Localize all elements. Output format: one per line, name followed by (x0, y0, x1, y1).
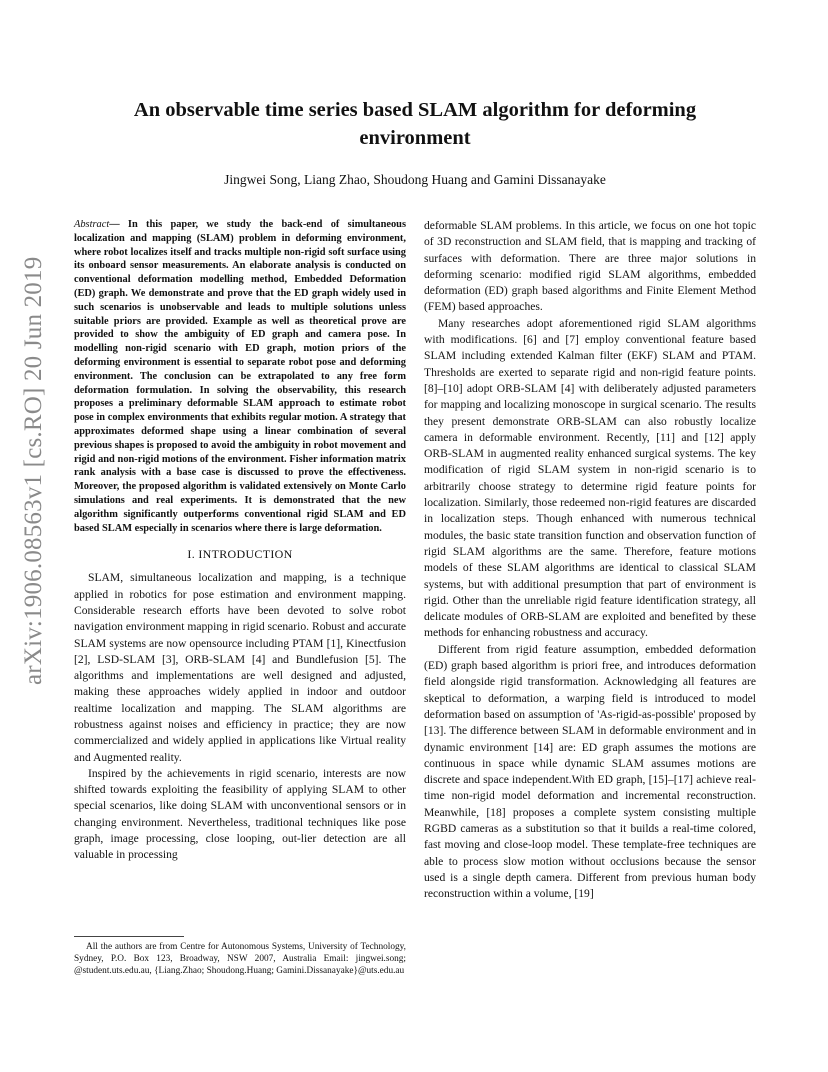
section-heading-introduction: I. INTRODUCTION (187, 547, 293, 562)
paper-title: An observable time series based SLAM algorithm for deforming environment (133, 99, 697, 149)
author-list: Jingwei Song, Liang Zhao, Shoudong Huang and Gamini Dissanayake (224, 172, 606, 187)
body-paragraph: Inspired by the achievements in rigid scenario, interests are now shifted towards exploiting the feasibility of applying SLAM to other special scenarios, like doing SLAM with unconventional sensors or in changing environment. Nevertheless, traditional techniques like pose graph, image processing, close looping, out-lier detection are all valuable in processing (74, 766, 406, 862)
author-affiliation-footnote: All the authors are from Centre for Autonomous Systems, University of Technology, Sydney, P.O. Box 123, Broadway, NSW 2007, Australia Email: jingwei.song; @student.uts.edu.au, {Liang.Zhao; Shoudong.Huang; Gamini.Dissanayake}@uts.edu.au (74, 942, 406, 976)
footnote-divider (74, 936, 184, 937)
body-paragraph: deformable SLAM problems. In this article, we focus on one hot topic of 3D reconstruction and SLAM field, that is mapping and tracking of surfaces with deformation. There are three major solutions in deforming scenario: modified rigid SLAM algorithms, embedded deformation (ED) graph based algorithms and Finite Element Method (FEM) based approaches. (424, 219, 756, 314)
right-column (424, 218, 756, 902)
body-paragraph: Different from rigid feature assumption, embedded deformation (ED) graph based algorithm is priori free, and introduces deformation field alongside rigid transformation. Acknowledging all features are skeptical to deformation, a warping field is introduced to model deformation based on assumption of 'As-rigid-as-possible' proposed by [13]. The difference between SLAM in deformable environment and in dynamic environment [14] are: ED graph assumes the motions are continuous in space while dynamic SLAM assumes motions are discrete and space independent.With ED graph, [15]–[17] achieve real-time non-rigid model deformation and incremental reconstruction. Meanwhile, [18] proposes a complete system consisting multiple RGBD cameras as a substitution so that it builds a real-time colored, fast moving and close-loop model. These template-free techniques are able to process slow motion without occlusions because the sensor used is a single depth camera. Different from previous human body reconstruction within a volume, [19] (424, 642, 756, 901)
body-paragraph: Many researches adopt aforementioned rigid SLAM algorithms with modifications. [6] and [7] employ conventional feature based SLAM including extended Kalman filter (EKF) SLAM and PTAM. Thresholds are exerted to separate rigid and non-rigid feature points. [8]–[10] adopt ORB-SLAM [4] with deliberately adjusted parameters for mapping and localizing monoscope in surgical scenario. The results they present demonstrate ORB-SLAM can also robustly localize camera in deformable environment. Recently, [11] and [12] apply ORB-SLAM in augmented reality enhanced surgical systems. The key modification of rigid SLAM system in non-rigid scenario is to arbitrarily choose strategy to determine rigid feature points for localization. Similarly, those redeemed non-rigid features are discarded in localization steps. Though enhanced with numerous technical modules, the basic state transition function and observation function of rigid SLAM algorithms are the same. Therefore, feature motions models of these SLAM algorithms are identical to classical SLAM systems, but with additional presumption that part of environment is rigid. Other than the unreliable rigid feature identification strategy, all delicate modules of ORB-SLAM are exploited and benefited by these methods for enhancing robustness and accuracy. (424, 316, 756, 640)
abstract-text: — In this paper, we study the back-end of simultaneous localization and mapping (SLAM) problem in deforming environment, where robot localizes itself and tracks multiple non-rigid soft surface using its onboard sensor measurements. An elaborate analysis is conducted on conventional deformation modelling method, Embedded Deformation (ED) graph. We demonstrate and prove that the ED graph widely used in such scenarios is unobservable and leads to multiple solutions unless suitable priors are provided. Example as well as theoretical prove are provided to show the ambiguity of ED graph and camera pose. In modelling non-rigid scenario with ED graph, motion priors of the deforming environment is essential to separate robot pose and deforming environment. The conclusion can be extrapolated to any free form deformation formulation. In solving the observability, this research proposes a preliminary deformable SLAM approach to estimate robot pose in complex environments that exhibits regular motion. A strategy that approximates deformed shape using a linear combination of several previous shapes is proposed to avoid the ambiguity in robot movement and rigid and non-rigid motions of the environment. Fisher information matrix rank analysis with a base case is discussed to prove the effectiveness. Moreover, the proposed algorithm is validated extensively on Monte Carlo simulations and real experiments. It is demonstrated that the new algorithm significantly outperforms conventional rigid SLAM and ED based SLAM especially in scenarios where there is large deformation. (74, 219, 406, 534)
abstract (74, 218, 406, 535)
abstract-label: Abstract (74, 219, 110, 230)
arxiv-identifier-stamp: arXiv:1906.08563v1 [cs.RO] 20 Jun 2019 (20, 256, 47, 685)
left-column (74, 218, 406, 864)
body-paragraph: SLAM, simultaneous localization and mapping, is a technique applied in robotics for pose estimation and environment mapping. Considerable research efforts have been devoted to solve robot navigation environment mapping in rigid scenario. Robust and accurate SLAM systems are now opensource including PTAM [1], Kinectfusion [2], LSD-SLAM [3], ORB-SLAM [4] and Bundlefusion [5]. The algorithms and implementations are well designed and adjusted, making these approaches widely applied in indoor and outdoor realtime localization and mapping. The SLAM algorithms are robustness against noises and efficiency in practice; they are now commercialized and widely applied in applications like Virtual reality and Augmented reality. (74, 571, 406, 764)
